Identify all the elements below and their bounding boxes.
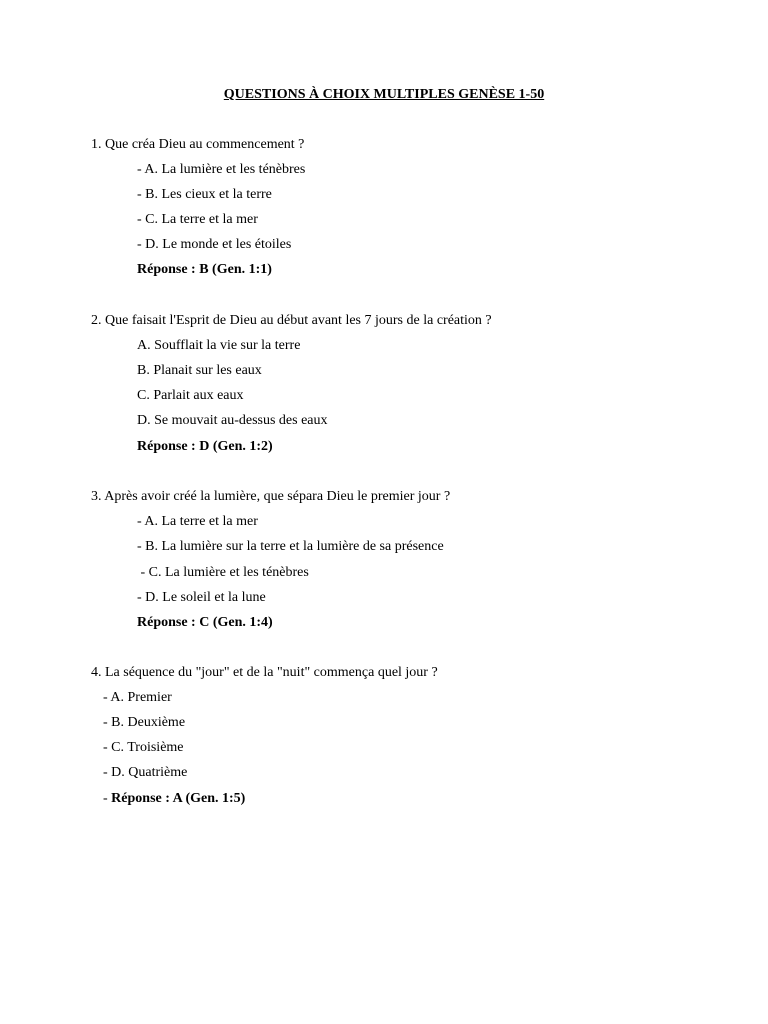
question-4-option-c: - C. Troisième xyxy=(103,740,184,755)
question-2-answer: Réponse : D (Gen. 1:2) xyxy=(137,439,273,454)
question-3-text: 3. Après avoir créé la lumière, que sépara Dieu le premier jour ? xyxy=(91,489,451,504)
question-2-option-a: A. Soufflait la vie sur la terre xyxy=(137,338,301,353)
question-4-answer-line xyxy=(103,790,245,808)
question-1-text: 1. Que créa Dieu au commencement ? xyxy=(91,137,305,152)
question-3-option-d: - D. Le soleil et la lune xyxy=(137,590,266,605)
question-4-option-a: - A. Premier xyxy=(103,690,172,705)
question-2-option-d: D. Se mouvait au-dessus des eaux xyxy=(137,413,328,428)
question-4-option-d: - D. Quatrième xyxy=(103,765,188,780)
document-title: QUESTIONS À CHOIX MULTIPLES GENÈSE 1-50 xyxy=(223,87,545,102)
question-1-option-d: - D. Le monde et les étoiles xyxy=(137,237,292,252)
question-2-text: 2. Que faisait l'Esprit de Dieu au début avant les 7 jours de la création ? xyxy=(91,313,492,328)
question-3-option-b: - B. La lumière sur la terre et la lumière de sa présence xyxy=(137,539,444,554)
question-4-option-b: - B. Deuxième xyxy=(103,715,186,730)
question-4-answer-prefix: - xyxy=(103,791,112,806)
question-2-option-c: C. Parlait aux eaux xyxy=(137,388,244,403)
question-3-option-c: - C. La lumière et les ténèbres xyxy=(137,565,309,580)
question-1-answer: Réponse : B (Gen. 1:1) xyxy=(137,262,272,277)
question-4-text: 4. La séquence du "jour" et de la "nuit" commença quel jour ? xyxy=(91,665,438,680)
question-3-answer: Réponse : C (Gen. 1:4) xyxy=(137,615,273,630)
question-3-option-a: - A. La terre et la mer xyxy=(137,514,258,529)
question-2-option-b: B. Planait sur les eaux xyxy=(137,363,262,378)
question-1-option-b: - B. Les cieux et la terre xyxy=(137,187,272,202)
question-1-option-a: - A. La lumière et les ténèbres xyxy=(137,162,306,177)
question-4-answer: Réponse : A (Gen. 1:5) xyxy=(111,791,246,806)
question-1-option-c: - C. La terre et la mer xyxy=(137,212,258,227)
